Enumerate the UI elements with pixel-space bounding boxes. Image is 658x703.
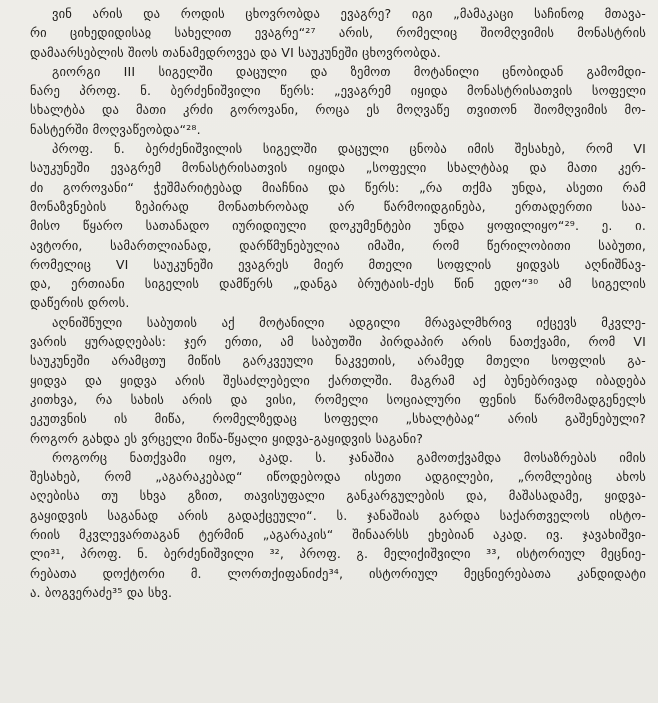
paragraph <box>30 448 646 602</box>
text-line: ეკუთვნის ის მიწა, რომელზედაც სოფელი „სხალტბაჲ“ არის გაშენებული? <box>30 411 646 427</box>
text-line: აღებისა თუ სხვა გზით, თავისუფალი განკარგულების და, მაშასადამე, ყიდვა- <box>30 488 646 504</box>
paragraph <box>30 313 646 448</box>
text-line: კითხვა, რა სახის არის და ვისი, რომელი სოციალური ფენის წარმომადგენელს <box>30 391 646 407</box>
text-line: რიის მკვლევართაგან ტერმინ „აგარაკის“ შინაარსს ეხებიან აკად. ივ. ჯავახიშვი- <box>30 527 646 543</box>
text-line: ვარის ყურადღებას: ჯერ ერთი, ამ საბუთში პირდაპირ არის ნათქვამი, რომ VI <box>30 334 646 350</box>
paragraph <box>30 139 646 313</box>
text-line: შესახებ, რომ „აგარაკებად“ იწოდებოდა ისეთი ადგილები, „რომლებიც ახოს <box>30 469 646 485</box>
text-line: რებათა დოქტორი მ. ლორთქიფანიძე³⁴, ისტორიულ მეცნიერებათა კანდიდატი <box>30 565 646 581</box>
text-line: გაყიდვის საგანად არის გადაქცეული“. ს. ჯანაშიას გარდა საქართველოს ისტო- <box>30 507 646 523</box>
paragraph-3 <box>30 139 646 313</box>
text-line: ვინ არის და როდის ცხოვრობდა ევაგრე? იგი „მამაკაცი საჩინოჲ მთავა- <box>52 6 646 21</box>
text-line: ნარე პროფ. ნ. ბერძენიშვილი წერს: „ევაგრემ იყიდა მონასტრისათვის სოფელი <box>30 83 646 99</box>
paragraph <box>30 4 646 62</box>
text-line: საუკუნეში არამცთუ მიწის გარკვეული ნაკვეთის, არამედ მთელი სოფლის გა- <box>30 353 646 369</box>
text-line: ავტორი, სამართლიანად, დარწმუნებულია იმაში, რომ წერილობითი საბუთი, <box>30 237 646 253</box>
paragraph-1 <box>30 4 646 62</box>
text-line: როგორც ნათქვამი იყო, აკად. ს. ჯანაშია გამოთქვამდა მოსაზრებას იმის <box>52 449 646 465</box>
text-line: საუკუნეში ევაგრემ მონასტრისათვის იყიდა „სოფელი სხალტბაჲ და მათი კერ- <box>30 160 646 176</box>
text-line: ა. ბოგვერაძე³⁵ და სხვ. <box>30 584 173 600</box>
text-line: სხალტბა და მათი კრძი გოროვანი, როცა ეს მოღვაწე თვითონ შიომღვიმის მო- <box>30 102 646 118</box>
text-line: პროფ. ნ. ბერძენიშვილის სიგელში დაცული ცნობა იმის შესახებ, რომ VI <box>52 141 646 157</box>
text-line: რომელიც VI საუკუნეში ევაგრეს მიერ მთელი სოფლის ყიდვას აღნიშნავ- <box>30 256 646 272</box>
text-line: დამაარსებლის შიოს თანამედროვეა და VI საუკუნეში ცხოვრობდა. <box>30 44 441 60</box>
text-line: აღნიშნული საბუთის აქ მოტანილი ადგილი მრავალმხრივ იქცევს მკვლე- <box>52 314 646 330</box>
paragraph <box>30 62 646 139</box>
text-line: როგორ გახდა ეს ვრცელი მიწა-წყალი ყიდვა-გაყიდვის საგანი? <box>30 430 424 446</box>
text-line: დაწერის დროს. <box>30 295 130 311</box>
paragraph-2 <box>30 62 646 139</box>
text-line: გიორგი III სიგელში დაცული და ზემოთ მოტანილი ცნობიდან გამომდი- <box>52 63 646 79</box>
text-line: რი ციხედიდისაჲ სახელით ევაგრე“²⁷ არის, რომელიც შიომღვიმის მონასტრის <box>30 25 646 41</box>
paragraph-4 <box>30 313 646 448</box>
text-line: და, ერთიანი სიგელის დამწერს „დანგა ბრუტაის-ძეს წინ ედო“³⁰ ამ სიგელის <box>30 276 646 292</box>
text-line: ნასტერში მოღვაწეობდა“²⁸. <box>30 121 201 137</box>
text-line: ყიდვა და ყიდვა არის შესაძლებელი ქართლში. მაგრამ აქ ბუნებრივად იბადება <box>30 372 646 388</box>
text-line: მისო წყარო სათანადო იურიდიული დოკუმენტები უნდა ყოფილიყო“²⁹. ე. ი. <box>30 218 646 234</box>
text-line: ძი გოროვანი“ ჭეშმარიტებად მიაჩნია და წერს: „რა თქმა უნდა, ასეთი რამ <box>30 179 646 195</box>
text-line: ლი³¹, პროფ. ნ. ბერძენიშვილი ³², პროფ. გ. მელიქიშვილი ³³, ისტორიულ მეცნიე- <box>30 546 646 562</box>
paragraph-5 <box>30 448 646 602</box>
text-line: მონაზვნების ზეპირად მონათხრობად არ წარმოიდგინება, ერთადერთი საა- <box>30 198 646 214</box>
